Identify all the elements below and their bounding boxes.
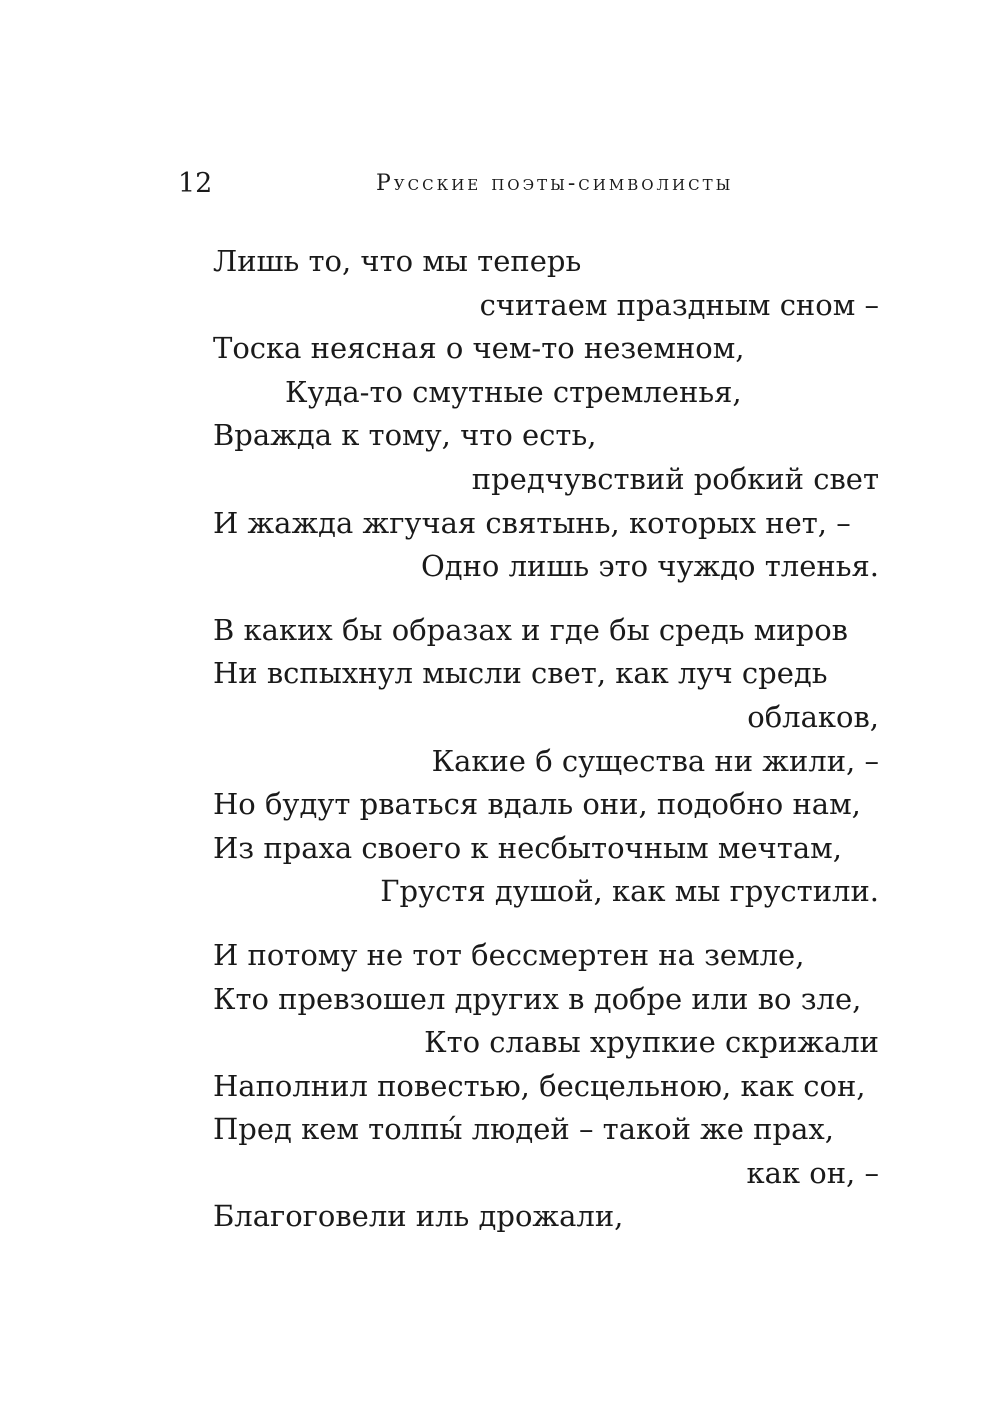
poem-line: Лишь то, что мы теперь	[213, 244, 582, 278]
poem-line: Но будут рваться вдаль они, подобно нам,	[213, 787, 861, 822]
poem-line: Какие б существа ни жили, –	[431, 743, 879, 778]
poem-line: Ни вспыхнул мысли свет, как луч средь	[213, 656, 828, 691]
stanza-3	[213, 934, 879, 1239]
poem-line: Куда-то смутные стремленья,	[285, 374, 742, 409]
poem-line: Вражда к тому, что есть,	[213, 418, 597, 453]
poem-line: Кто превзошел других в добре или во зле,	[213, 981, 862, 1016]
poem-line: Грустя душой, как мы грустили.	[380, 874, 879, 909]
poem-line: Из праха своего к несбыточным мечтам,	[213, 830, 842, 865]
poem-line: В каких бы образах и где бы средь миров	[213, 612, 848, 647]
poem-line: Наполнил повестью, бесцельною, как сон,	[213, 1068, 866, 1103]
poem-line: облаков,	[747, 699, 879, 734]
poem-line: И жажда жгучая святынь, которых нет, –	[213, 505, 851, 540]
poem-line: Пред кем толпы́ людей – такой же прах,	[213, 1112, 834, 1147]
poem-line: И потому не тот бессмертен на земле,	[213, 937, 805, 972]
poem-line: Благоговели иль дрожали,	[213, 1199, 624, 1234]
stanza-2	[213, 609, 879, 914]
page-number: 12	[178, 168, 213, 199]
poem-line: предчувствий робкий свет	[471, 461, 879, 496]
poem-line: Одно лишь это чуждо тленья.	[420, 549, 879, 584]
poem-line: как он, –	[746, 1155, 879, 1190]
poem-line: Тоска неясная о чем-то неземном,	[213, 331, 745, 366]
running-title: Русские поэты-символисты	[376, 171, 734, 196]
poem-line: считаем праздным сном –	[479, 287, 879, 322]
stanza-1	[213, 240, 879, 589]
poem-line: Кто славы хрупкие скрижали	[424, 1025, 879, 1060]
poem	[213, 240, 879, 1259]
